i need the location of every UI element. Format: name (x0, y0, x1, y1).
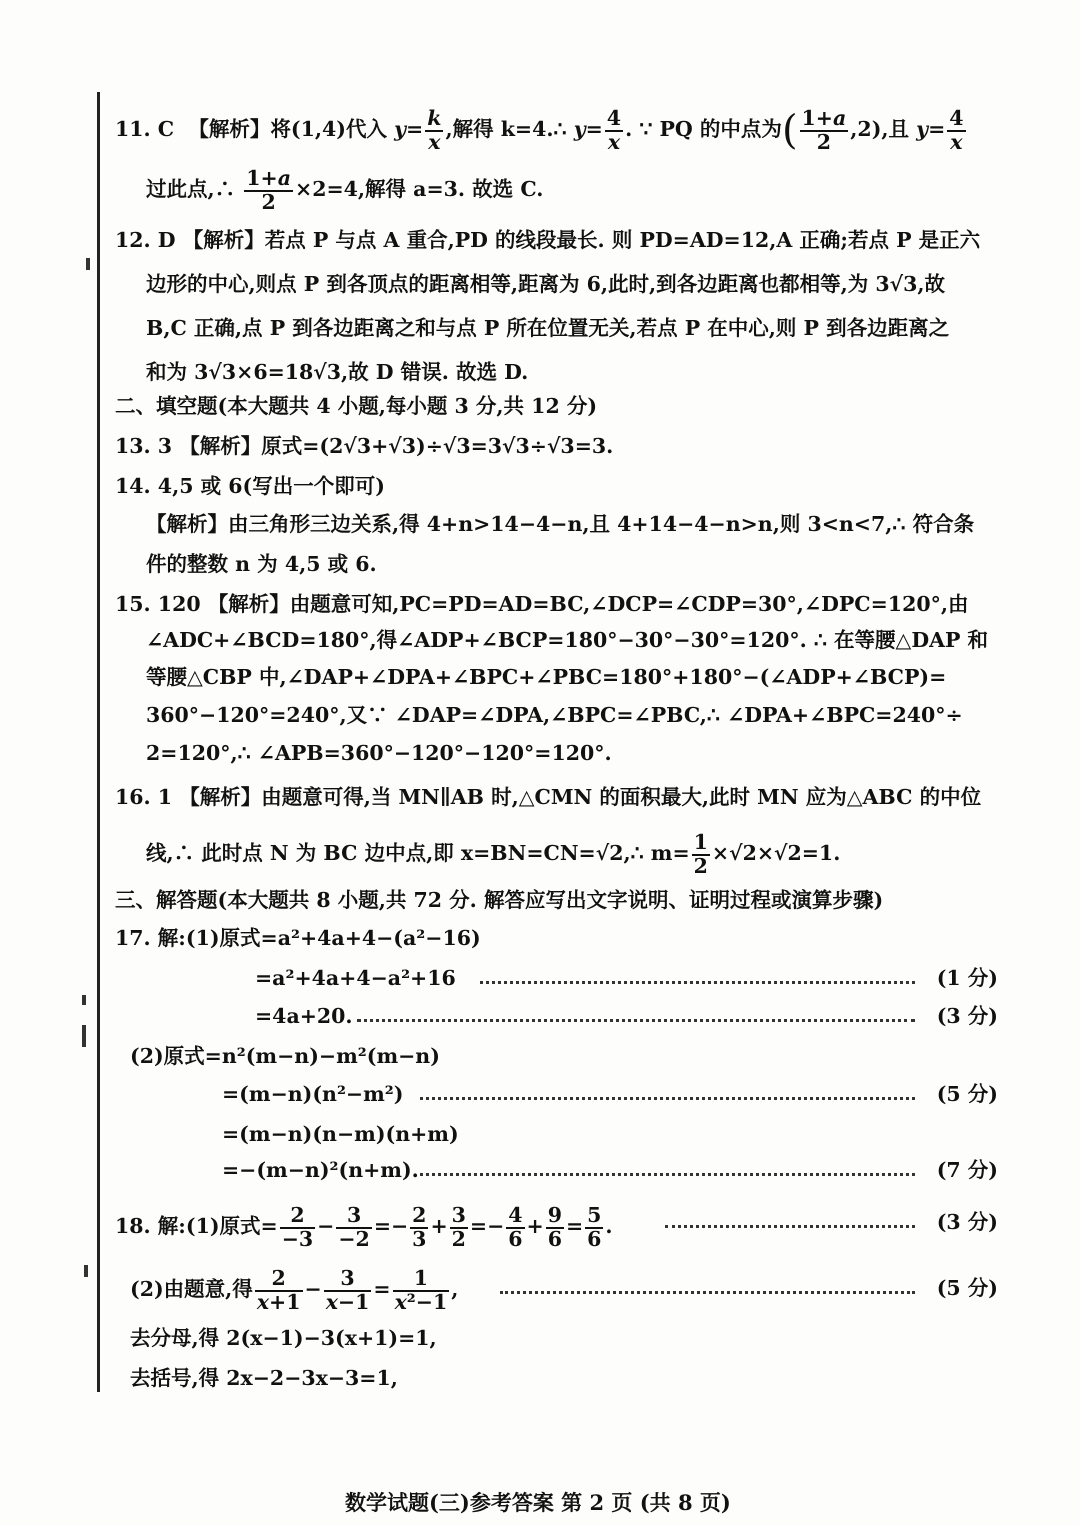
score-5: (5 分) (936, 1082, 998, 1106)
binding-margin-line (97, 92, 100, 1392)
q17-line7: =−(m−n)²(n+m). (222, 1158, 419, 1182)
score-1: (1 分) (936, 966, 998, 990)
score-7: (7 分) (936, 1158, 998, 1182)
fraction: $\frac{5}{6}$ (587, 1203, 602, 1251)
binding-mark (82, 995, 86, 1005)
leader-dots (480, 981, 915, 984)
binding-mark (84, 1265, 88, 1277)
q14-line2: 【解析】由三角形三边关系,得 4+n>14−4−n,且 4+14−4−n>n,则 3<n<7,∴ 符合条 (146, 512, 975, 536)
fraction: $\frac{3}{x-1}$ (325, 1266, 370, 1314)
fraction: $\frac{4}{6}$ (508, 1203, 523, 1251)
score-3: (3 分) (936, 1004, 998, 1028)
binding-mark (86, 258, 90, 270)
fraction: $\frac{3}{-2}$ (338, 1203, 370, 1251)
fraction-4-over-x: $\frac{4}{x}$ (949, 106, 964, 154)
q14-line1: 14. 4,5 或 6(写出一个即可) (115, 474, 385, 498)
q12-line4: 和为 3√3×6=18√3,故 D 错误. 故选 D. (146, 360, 529, 384)
section-2-heading: 二、填空题(本大题共 4 小题,每小题 3 分,共 12 分) (115, 394, 598, 418)
q12-line3: B,C 正确,点 P 到各边距离之和与点 P 所在位置无关,若点 P 在中心,则 P 到各边距离之 (146, 316, 950, 340)
fraction-1-plus-a-over-2: $\frac{1+a}{2}$ (801, 106, 847, 154)
binding-mark (82, 1025, 86, 1047)
q15-line1: 15. 120 【解析】由题意可知,PC=PD=AD=BC,∠DCP=∠CDP=30°,∠DPC=120°,由 (115, 592, 969, 616)
q15-line5: 2=120°,∴ ∠APB=360°−120°−120°=120°. (146, 741, 612, 765)
q18-line2: (2)由题意,得 $\frac{2}{x+1}$ − $\frac{3}{x-1}$ = $\frac{1}{\text{x²−1}}$ , (130, 1266, 459, 1314)
fraction-1-over-2: $\frac{1}{2}$ (693, 830, 708, 878)
q13-line: 13. 3 【解析】原式=(2√3+√3)÷√3=3√3÷√3=3. (115, 434, 614, 458)
fraction-1-plus-a-over-2: $\frac{1+a}{2}$ (246, 166, 292, 214)
q15-line2: ∠ADC+∠BCD=180°,得∠ADP+∠BCP=180°−30°−30°=120°. ∴ 在等腰△DAP 和 (146, 628, 989, 652)
score-3: (3 分) (936, 1210, 998, 1234)
q16-line2: 线,∴ 此时点 N 为 BC 边中点,即 x=BN=CN=√2,∴ m= $\frac{1}{2}$ ×√2×√2=1. (146, 830, 841, 878)
q18-line4: 去括号,得 2x−2−3x−3=1, (130, 1366, 398, 1390)
q17-line4: (2)原式=n²(m−n)−m²(m−n) (130, 1044, 440, 1068)
leader-dots (420, 1173, 915, 1176)
leader-dots (665, 1225, 915, 1228)
q11-line1: 11. C 【解析】将(1,4)代入 y= $\frac{k}{x}$ ,解得 k=4.∴ y= $\frac{4}{x}$ . ∵ PQ 的中点为( $\frac{1+a}{2}$ ,2),且 y= $\frac{4}{x}$ (115, 106, 964, 154)
q17-line3: =4a+20. (255, 1004, 353, 1028)
q17-line1: 17. 解:(1)原式=a²+4a+4−(a²−16) (115, 926, 481, 950)
leader-dots (500, 1291, 915, 1294)
section-3-heading: 三、解答题(本大题共 8 小题,共 72 分. 解答应写出文字说明、证明过程或演算步骤) (115, 888, 884, 912)
q17-line5: =(m−n)(n²−m²) (222, 1082, 404, 1106)
q18-line3: 去分母,得 2(x−1)−3(x+1)=1, (130, 1326, 437, 1350)
fraction: $\frac{2}{x+1}$ (256, 1266, 301, 1314)
q12-line1: 12. D 【解析】若点 P 与点 A 重合,PD 的线段最长. 则 PD=AD=12,A 正确;若点 P 是正六 (115, 228, 981, 252)
leader-dots (357, 1019, 915, 1022)
fraction-4-over-x: $\frac{4}{x}$ (606, 106, 622, 154)
q18-line1: 18. 解:(1)原式= $\frac{2}{-3}$ − $\frac{3}{-2}$ =− $\frac{2}{3}$ + $\frac{3}{2}$ =− $\frac{4}{6}$ + $\frac{9}{6}$ = $\frac{5}{6}$ . (115, 1203, 613, 1251)
score-5: (5 分) (936, 1276, 998, 1300)
fraction: $\frac{1}{\text{x²−1}}$ (394, 1266, 448, 1314)
q15-line3: 等腰△CBP 中,∠DAP+∠DPA+∠BPC+∠PBC=180°+180°−(∠ADP+∠BCP)= (146, 665, 947, 689)
fraction: $\frac{2}{-3}$ (281, 1203, 314, 1251)
fraction: $\frac{9}{6}$ (547, 1203, 562, 1251)
q12-line2: 边形的中心,则点 P 到各顶点的距离相等,距离为 6,此时,到各边距离也都相等,为 3√3,故 (146, 272, 946, 296)
q14-line3: 件的整数 n 为 4,5 或 6. (146, 552, 377, 576)
fraction-k-over-x: $\frac{k}{x}$ (427, 106, 442, 154)
q16-line1: 16. 1 【解析】由题意可得,当 MN∥AB 时,△CMN 的面积最大,此时 MN 应为△ABC 的中位 (115, 785, 982, 809)
q17-line2: =a²+4a+4−a²+16 (255, 966, 456, 990)
q17-line6: =(m−n)(n−m)(n+m) (222, 1122, 459, 1146)
q15-line4: 360°−120°=240°,又∵ ∠DAP=∠DPA,∠BPC=∠PBC,∴ ∠DPA+∠BPC=240°÷ (146, 703, 963, 727)
q11-line2: 过此点,∴ $\frac{1+a}{2}$ ×2=4,解得 a=3. 故选 C. (146, 166, 544, 214)
fraction: $\frac{2}{3}$ (412, 1203, 427, 1251)
page-footer: 数学试题(三)参考答案 第 2 页 (共 8 页) (345, 1490, 731, 1515)
fraction: $\frac{3}{2}$ (451, 1203, 466, 1251)
leader-dots (420, 1097, 915, 1100)
